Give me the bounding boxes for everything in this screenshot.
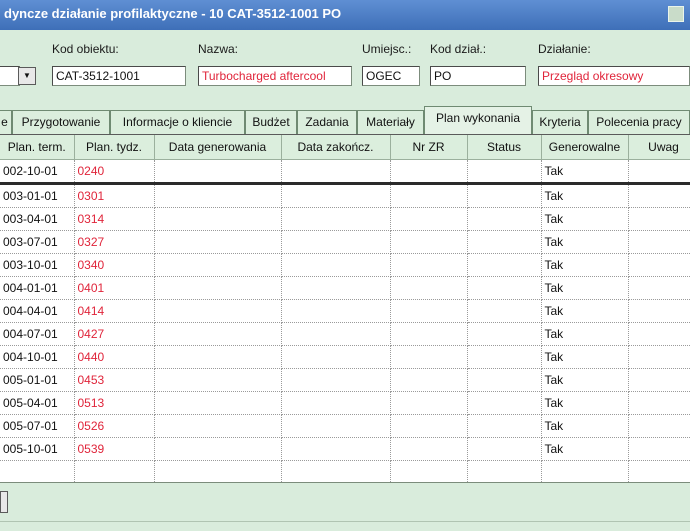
table-cell[interactable] — [281, 254, 390, 277]
table-cell[interactable]: Tak — [541, 231, 628, 254]
table-cell[interactable] — [154, 160, 281, 184]
table-cell[interactable]: 004-01-01 — [0, 277, 74, 300]
header-form — [0, 30, 690, 100]
table-cell[interactable] — [390, 208, 467, 231]
table-cell[interactable] — [154, 184, 281, 208]
table-cell[interactable] — [0, 461, 74, 484]
table-cell[interactable]: 005-01-01 — [0, 369, 74, 392]
table-cell[interactable]: 002-10-01 — [0, 160, 74, 184]
table-cell[interactable]: 0453 — [74, 369, 154, 392]
plan-table — [0, 135, 690, 484]
table-cell[interactable] — [467, 231, 541, 254]
table-cell[interactable]: 003-07-01 — [0, 231, 74, 254]
table-cell[interactable]: Tak — [541, 254, 628, 277]
plan-grid[interactable] — [0, 134, 690, 483]
table-cell[interactable]: 003-01-01 — [0, 184, 74, 208]
table-cell[interactable] — [467, 277, 541, 300]
table-cell[interactable] — [281, 277, 390, 300]
table-cell[interactable] — [390, 160, 467, 184]
kod-obiektu-field[interactable]: CAT-3512-1001 — [52, 66, 186, 86]
table-cell[interactable] — [467, 392, 541, 415]
table-cell[interactable] — [467, 323, 541, 346]
table-cell[interactable] — [390, 461, 467, 484]
col-header-generowalne[interactable]: Generowalne — [541, 135, 628, 160]
table-cell[interactable] — [154, 208, 281, 231]
dzialanie-field[interactable]: Przegląd okresowy — [538, 66, 690, 86]
tab-zadania[interactable]: Zadania — [297, 110, 357, 134]
table-cell[interactable] — [390, 231, 467, 254]
table-cell[interactable]: Tak — [541, 369, 628, 392]
table-cell[interactable] — [628, 184, 690, 208]
table-row[interactable] — [0, 277, 690, 300]
table-cell[interactable] — [628, 461, 690, 484]
table-cell[interactable] — [154, 300, 281, 323]
tab-budzet[interactable]: Budżet — [245, 110, 297, 134]
table-row[interactable] — [0, 438, 690, 461]
table-cell[interactable] — [467, 254, 541, 277]
table-row[interactable] — [0, 160, 690, 184]
table-cell[interactable] — [467, 461, 541, 484]
col-header-uwagi[interactable]: Uwag — [628, 135, 690, 160]
divider — [0, 521, 690, 522]
table-cell[interactable]: 004-04-01 — [0, 300, 74, 323]
table-cell[interactable] — [628, 231, 690, 254]
table-cell[interactable]: Tak — [541, 415, 628, 438]
table-cell[interactable]: 0340 — [74, 254, 154, 277]
table-cell[interactable] — [628, 346, 690, 369]
table-cell[interactable] — [154, 369, 281, 392]
table-cell[interactable] — [467, 184, 541, 208]
table-cell[interactable]: 003-04-01 — [0, 208, 74, 231]
tab-polecenia-pracy[interactable]: Polecenia pracy — [588, 110, 690, 134]
table-cell[interactable] — [541, 461, 628, 484]
table-row[interactable] — [0, 254, 690, 277]
table-cell[interactable]: 005-04-01 — [0, 392, 74, 415]
col-header-plan-term[interactable]: Plan. term. — [0, 135, 74, 160]
bottom-panel — [0, 482, 690, 531]
tab-strip — [0, 106, 690, 134]
table-cell[interactable] — [390, 369, 467, 392]
table-cell[interactable] — [281, 369, 390, 392]
nazwa-field[interactable]: Turbocharged aftercool — [198, 66, 352, 86]
table-cell[interactable] — [281, 461, 390, 484]
table-cell[interactable]: 0414 — [74, 300, 154, 323]
table-cell[interactable] — [154, 438, 281, 461]
table-cell[interactable] — [467, 208, 541, 231]
table-cell[interactable]: 0301 — [74, 184, 154, 208]
table-row[interactable] — [0, 392, 690, 415]
table-cell[interactable]: 0314 — [74, 208, 154, 231]
col-header-status[interactable]: Status — [467, 135, 541, 160]
table-cell[interactable] — [154, 461, 281, 484]
table-row[interactable] — [0, 369, 690, 392]
table-cell[interactable] — [628, 438, 690, 461]
nav-button[interactable] — [0, 491, 8, 513]
table-cell[interactable]: 0327 — [74, 231, 154, 254]
table-cell[interactable]: 0539 — [74, 438, 154, 461]
table-cell[interactable] — [467, 346, 541, 369]
table-cell[interactable]: Tak — [541, 323, 628, 346]
table-cell[interactable]: 004-10-01 — [0, 346, 74, 369]
title-bar — [0, 0, 690, 30]
tab-kryteria[interactable]: Kryteria — [532, 110, 588, 134]
table-cell[interactable] — [390, 346, 467, 369]
table-cell[interactable]: Tak — [541, 160, 628, 184]
table-cell[interactable] — [628, 160, 690, 184]
umiejsc-field[interactable]: OGEC — [362, 66, 420, 86]
table-row[interactable] — [0, 231, 690, 254]
table-cell[interactable] — [628, 392, 690, 415]
table-header-row — [0, 135, 690, 160]
table-cell[interactable]: Tak — [541, 184, 628, 208]
umiejsc-label: Umiejsc.: — [362, 42, 412, 56]
tab-materialy[interactable]: Materiały — [357, 110, 424, 134]
table-row[interactable] — [0, 461, 690, 484]
table-cell[interactable]: Tak — [541, 277, 628, 300]
table-cell[interactable] — [390, 392, 467, 415]
tab-informacje-o-kliencie[interactable]: Informacje o kliencie — [110, 110, 245, 134]
table-cell[interactable] — [628, 323, 690, 346]
table-cell[interactable] — [74, 461, 154, 484]
window-control-icon[interactable] — [668, 6, 684, 22]
table-cell[interactable]: 0513 — [74, 392, 154, 415]
table-cell[interactable] — [628, 277, 690, 300]
table-cell[interactable]: 0240 — [74, 160, 154, 184]
table-cell[interactable] — [281, 392, 390, 415]
kod-obiektu-label: Kod obiektu: — [52, 42, 119, 56]
table-cell[interactable] — [154, 346, 281, 369]
table-cell[interactable] — [281, 300, 390, 323]
table-cell[interactable] — [281, 231, 390, 254]
table-cell[interactable] — [281, 160, 390, 184]
table-cell[interactable] — [390, 277, 467, 300]
table-cell[interactable] — [390, 300, 467, 323]
table-cell[interactable]: Tak — [541, 300, 628, 323]
table-cell[interactable] — [628, 415, 690, 438]
table-cell[interactable] — [628, 208, 690, 231]
table-cell[interactable] — [628, 254, 690, 277]
table-cell[interactable] — [390, 323, 467, 346]
tab-przygotowanie[interactable]: Przygotowanie — [12, 110, 110, 134]
table-cell[interactable]: 0427 — [74, 323, 154, 346]
left-combo-field[interactable] — [0, 66, 20, 86]
table-cell[interactable] — [467, 160, 541, 184]
table-cell[interactable] — [281, 415, 390, 438]
table-cell[interactable] — [390, 184, 467, 208]
table-row[interactable] — [0, 346, 690, 369]
table-cell[interactable] — [467, 369, 541, 392]
table-row[interactable] — [0, 300, 690, 323]
table-cell[interactable] — [281, 346, 390, 369]
table-cell[interactable] — [467, 415, 541, 438]
nazwa-label: Nazwa: — [198, 42, 239, 56]
col-header-data-zakoncz[interactable]: Data zakończ. — [281, 135, 390, 160]
tab-e[interactable]: e — [0, 110, 12, 134]
table-cell[interactable]: Tak — [541, 438, 628, 461]
col-header-plan-tydz[interactable]: Plan. tydz. — [74, 135, 154, 160]
tab-plan-wykonania[interactable]: Plan wykonania — [424, 106, 532, 134]
table-cell[interactable] — [281, 208, 390, 231]
window-title: dyncze działanie profilaktyczne - 10 CAT-3512-1001 PO — [4, 6, 342, 21]
table-cell[interactable] — [467, 438, 541, 461]
col-header-nr-zr[interactable]: Nr ZR — [390, 135, 467, 160]
table-row[interactable] — [0, 323, 690, 346]
table-cell[interactable] — [281, 323, 390, 346]
kod-dzial-label: Kod dział.: — [430, 42, 487, 56]
table-cell[interactable] — [154, 277, 281, 300]
col-header-data-generowania[interactable]: Data generowania — [154, 135, 281, 160]
table-cell[interactable]: Tak — [541, 392, 628, 415]
dzialanie-label: Działanie: — [538, 42, 591, 56]
table-cell[interactable]: 005-07-01 — [0, 415, 74, 438]
chevron-down-icon[interactable]: ▼ — [18, 67, 36, 85]
table-cell[interactable] — [281, 184, 390, 208]
kod-dzial-field[interactable]: PO — [430, 66, 526, 86]
table-cell[interactable]: Tak — [541, 346, 628, 369]
table-cell[interactable] — [154, 231, 281, 254]
table-cell[interactable] — [628, 300, 690, 323]
table-cell[interactable]: 0401 — [74, 277, 154, 300]
table-cell[interactable]: Tak — [541, 208, 628, 231]
table-cell[interactable] — [154, 254, 281, 277]
table-cell[interactable]: 0440 — [74, 346, 154, 369]
table-cell[interactable] — [390, 254, 467, 277]
table-row[interactable] — [0, 208, 690, 231]
table-cell[interactable]: 004-07-01 — [0, 323, 74, 346]
table-cell[interactable] — [281, 438, 390, 461]
table-cell[interactable]: 003-10-01 — [0, 254, 74, 277]
table-cell[interactable] — [154, 392, 281, 415]
table-cell[interactable] — [390, 438, 467, 461]
table-cell[interactable] — [467, 300, 541, 323]
table-cell[interactable] — [628, 369, 690, 392]
table-row[interactable] — [0, 415, 690, 438]
table-cell[interactable] — [154, 415, 281, 438]
table-cell[interactable] — [154, 323, 281, 346]
table-cell[interactable]: 0526 — [74, 415, 154, 438]
table-cell[interactable] — [390, 415, 467, 438]
table-cell[interactable]: 005-10-01 — [0, 438, 74, 461]
table-row[interactable] — [0, 184, 690, 208]
